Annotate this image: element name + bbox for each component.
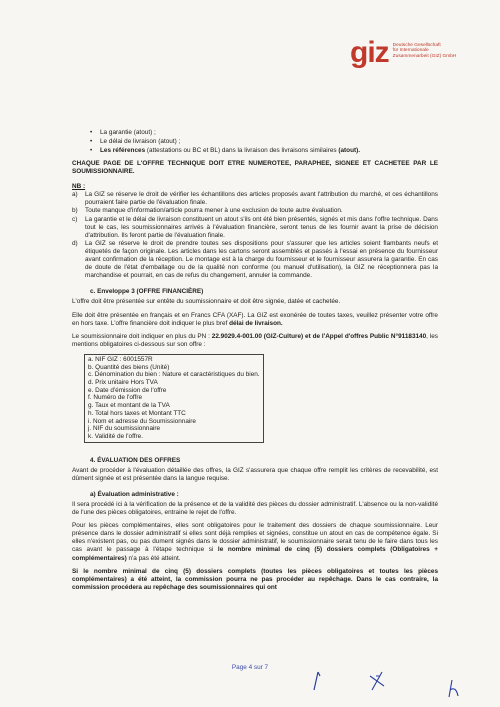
paragraph-text: Elle doit être présentée en français et en Francs CFA (XAF). La GIZ est exonérée de toutes taxes, veuillez présenter votre offre en hors taxe. L'offre financière doit indiquer le plus bref bbox=[72, 311, 438, 327]
nb-label: d) bbox=[72, 239, 78, 247]
logo-line: Zusammenarbeit (GIZ) GmbH bbox=[392, 53, 457, 59]
envelope-title: c. Enveloppe 3 (OFFRE FINANCIÈRE) bbox=[90, 288, 204, 296]
mention-item: a. NIF GIZ : 6001557R bbox=[88, 355, 153, 363]
paragraph-bold: délai de livraison. bbox=[229, 319, 283, 327]
paragraph-text: Pour les pièces complémentaires, elles sont obligatoires pour le traitement des dossiers de chaque soumissionnaire. Leur présence dans le dossier administratif si elles sont déjà remplies et signées, constitue un atout en cas de compétence égale. Si elles n'existent pas, ou pas dument signés dans le dossier administratif, le soumissionnaire serait tenu de le faire dans tous les cas avant le passage à l'étape technique si bbox=[72, 522, 438, 554]
nb-text: La GIZ se réserve le droit de vérifier les échantillons des articles proposés avant l'attribution du marché, et ces échantillons pourraient faire partie de l'évaluation finale. bbox=[85, 191, 438, 207]
nb-label: c) bbox=[72, 215, 78, 223]
page-number: Page 4 sur 7 bbox=[231, 664, 269, 671]
logo-mark: giz bbox=[350, 36, 389, 69]
paragraph-bold: 22.9029.4-001.00 (GIZ-Culture) et de l'Appel d'offres Public N°91183140 bbox=[211, 332, 427, 340]
paragraph-text: , les mentions obligatoires ci-dessous sur son offre : bbox=[72, 332, 438, 348]
criteria-bold: (atout). bbox=[338, 147, 361, 154]
nb-label: a) bbox=[72, 191, 78, 199]
evaluation-paragraph: Si le nombre minimal de cinq (5) dossiers complets (toutes les pièces obligatoires et toutes les pièces complémentaires) a été atteint, la commission pourra ne pas procéder au repêchage. Dans le cas contraire, la commission procédera au repêchage des soumissionnaires qui ont bbox=[72, 567, 438, 591]
evaluation-title: 4. ÉVALUATION DES OFFRES bbox=[90, 456, 181, 464]
caps-note: CHAQUE PAGE DE L'OFFRE TECHNIQUE DOIT ETRE NUMEROTEE, PARAPHEE, SIGNEE ET CACHETEE PAR LE SOUMISSIONNAIRE. bbox=[72, 160, 438, 176]
paragraph-text: n'a pas été atteint. bbox=[126, 554, 181, 562]
nb-title: NB : bbox=[72, 183, 86, 191]
mention-item: g. Taux et montant de la TVA bbox=[88, 402, 170, 410]
criteria-bold: Les références bbox=[100, 147, 146, 154]
mention-item: f. Numéro de l'offre bbox=[88, 394, 143, 402]
logo-line: Deutsche Gesellschaft bbox=[392, 43, 441, 48]
nb-text: Toute manque d'information/article pourra mener à une exclusion de toute autre évaluation. bbox=[85, 207, 343, 215]
mention-item: e. Date d'émission de l'offre bbox=[88, 386, 167, 394]
initial-mark-2 bbox=[370, 672, 384, 690]
logo-line: für Internationale bbox=[392, 48, 429, 54]
evaluation-paragraph: Il sera procédé ici à la vérification de la présence et de la validité des pièces du dossier administratif. L'absence ou la non-validité de l'une des pièces obligatoires, entraine le rejet de l'offre. bbox=[72, 500, 438, 517]
paragraph-bold: le nombre minimal de cinq (5) dossiers complets (Obligatoires + complémentaires) bbox=[72, 546, 438, 562]
criteria-text: Le délai de livraison (atout) ; bbox=[100, 138, 181, 145]
initial-mark-3 bbox=[449, 680, 458, 697]
nb-text: La garantie et le délai de livraison constituent un atout s'ils ont été bien présentés, signés et mis dans l'offre technique. Dans tout le cas, les soumissionnaires arrivés à l'évaluation financière, seront tenus de les fournir avant la prise de décision d'attribution. Ils feront partie de l'évaluation finale. bbox=[85, 215, 438, 239]
evaluation-paragraph: Avant de procéder à l'évaluation détaillée des offres, la GIZ s'assurera que chaque offre remplit les critères de recevabilité, est dûment signée et est présentée dans la langue requise. bbox=[72, 466, 438, 482]
criteria-text: (attestations ou BC et BL) dans la livraison des livraisons similaires bbox=[145, 147, 339, 154]
mention-item: i. Nom et adresse du Soumissionnaire bbox=[88, 417, 196, 425]
envelope-paragraph: L'offre doit être présentée sur entête du soumissionnaire et doit être signée, datée et cachetée. bbox=[72, 298, 341, 306]
admin-eval-title: a) Évaluation administrative : bbox=[90, 490, 179, 498]
mention-item: b. Quantité des biens (Unité) bbox=[88, 363, 170, 371]
mention-item: j. NIF du soumissionnaire bbox=[88, 425, 161, 433]
criteria-text: La garantie (atout) ; bbox=[100, 129, 156, 136]
nb-text: La GIZ se réserve le droit de prendre toutes ses dispositions pour s'assurer que les articles soient flambants neufs et étiquetés de façon originale. Les articles dans les cartons seront assemblés et passés à l'essai en présence du fournisseur avant confirmation de la réception. Le montage est à la charge du fournisseur et le fournisseur assurera la garantie. En cas de doute de l'état d'emballage ou de la qualité non conforme (ou manuel d'utilisation), la GIZ ne réceptionnera pas la marchandise et pourrait, en cas de refus du changement, annuler la commande. bbox=[85, 239, 438, 280]
mention-item: h. Total hors taxes et Montant TTC bbox=[88, 409, 186, 417]
mention-item: k. Validité de l'offre. bbox=[88, 432, 143, 440]
mention-item: d. Prix unitaire Hors TVA bbox=[88, 378, 158, 386]
paragraph-text: Le soumissionnaire doit indiquer en plus du PN : bbox=[72, 332, 212, 340]
initial-mark-1 bbox=[314, 672, 320, 690]
mention-item: c. Dénomination du bien : Nature et caractéristiques du bien. bbox=[88, 371, 260, 379]
nb-label: b) bbox=[72, 207, 78, 215]
